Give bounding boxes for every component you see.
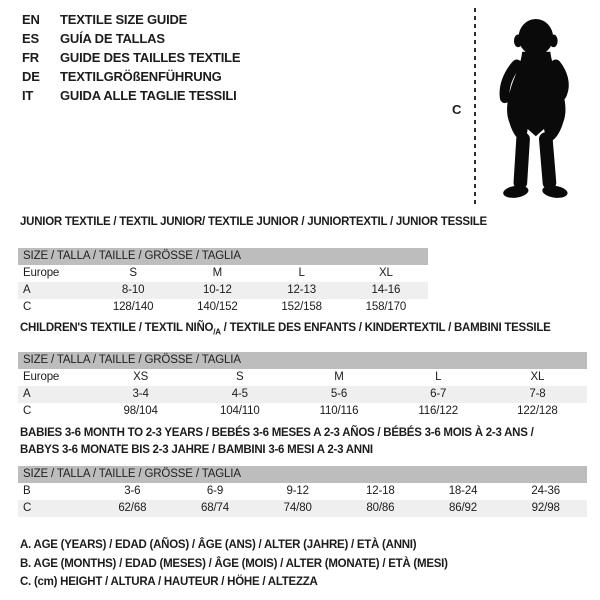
language-title-block — [22, 10, 240, 105]
baby-silhouette-icon — [484, 6, 584, 212]
row-label: A — [23, 388, 31, 400]
row-label: Europe — [23, 371, 60, 383]
row-label: A — [23, 284, 31, 296]
table-cell: 86/92 — [449, 502, 478, 514]
table-cell: 9-12 — [286, 485, 309, 497]
table-cell: 8-10 — [121, 284, 145, 296]
babies-size-table — [18, 466, 587, 517]
table-cell: 4-5 — [231, 388, 248, 400]
table-cell: XS — [133, 371, 149, 383]
children-title-pre: CHILDREN'S TEXTILE / TEXTIL NIÑO — [20, 322, 214, 334]
measurement-legend — [20, 536, 448, 592]
row-label: B — [23, 485, 31, 497]
table-cell: S — [129, 267, 137, 279]
language-row-fr — [22, 48, 240, 67]
junior-section-title: JUNIOR TEXTILE / TEXTIL JUNIOR/ TEXTILE JUNIOR / JUNIORTEXTIL / JUNIOR TESSILE — [20, 216, 487, 228]
table-cell: XL — [530, 371, 545, 383]
table-row — [18, 386, 587, 403]
table-cell: L — [435, 371, 442, 383]
table-row — [18, 483, 587, 500]
table-row — [18, 500, 587, 517]
table-row — [18, 265, 428, 282]
height-dashed-line — [474, 8, 476, 208]
table-row — [18, 282, 428, 299]
language-row-de — [22, 67, 240, 86]
legend-height-cm: C. (cm) HEIGHT / ALTURA / HAUTEUR / HÖHE / ALTEZZA — [20, 576, 318, 588]
legend-age-months: B. AGE (MONTHS) / EDAD (MESES) / ÂGE (MOIS) / ALTER (MONATE) / ETÀ (MESI) — [20, 557, 448, 570]
children-section-title — [20, 322, 551, 336]
children-title-post: / TEXTILE DES ENFANTS / KINDERTEXTIL / BAMBINI TESSILE — [220, 322, 551, 334]
language-code: IT — [22, 88, 34, 103]
table-cell: 104/110 — [219, 405, 260, 417]
table-cell: 6-9 — [206, 485, 224, 497]
size-header-bar: SIZE / TALLA / TAILLE / GRÖSSE / TAGLIA — [18, 352, 587, 369]
guide-title-fr: GUIDE DES TAILLES TEXTILE — [60, 50, 241, 65]
junior-size-table — [18, 248, 428, 316]
table-cell: 98/104 — [123, 405, 158, 417]
table-cell: 80/86 — [366, 502, 395, 514]
table-cell: M — [334, 371, 344, 383]
row-label: C — [23, 301, 32, 313]
table-cell: 10-12 — [203, 284, 232, 296]
table-row — [18, 369, 587, 386]
language-code: DE — [22, 69, 40, 84]
table-cell: 128/140 — [112, 301, 154, 313]
table-cell: 6-7 — [430, 388, 447, 400]
table-cell: 7-8 — [529, 388, 546, 400]
table-cell: 12-18 — [366, 485, 395, 497]
row-label: Europe — [23, 267, 60, 279]
row-label: C — [23, 405, 32, 417]
language-code: ES — [22, 31, 39, 46]
table-cell: 3-6 — [124, 485, 141, 497]
table-cell: 110/116 — [319, 405, 359, 417]
size-header-bar: SIZE / TALLA / TAILLE / GRÖSSE / TAGLIA — [18, 466, 587, 483]
table-cell: S — [236, 371, 244, 383]
table-cell: 140/152 — [197, 301, 238, 313]
table-cell: 158/170 — [365, 301, 407, 313]
table-cell: 5-6 — [330, 388, 348, 400]
table-cell: 12-13 — [287, 284, 316, 296]
table-cell: 116/122 — [418, 405, 459, 417]
legend-age-years: A. AGE (YEARS) / EDAD (AÑOS) / ÂGE (ANS) / ALTER (JAHRE) / ETÀ (ANNI) — [20, 539, 417, 551]
row-label: C — [23, 502, 32, 514]
guide-title-es: GUÍA DE TALLAS — [60, 31, 165, 46]
table-cell: M — [212, 267, 223, 279]
table-cell: 24-36 — [531, 485, 561, 497]
babies-title-line2: BABYS 3-6 MONATE BIS 2-3 JAHRE / BAMBINI 3-6 MESI A 2-3 ANNI — [20, 443, 373, 456]
babies-section-title — [20, 425, 585, 458]
table-cell: 74/80 — [283, 502, 312, 514]
language-code: EN — [22, 12, 40, 27]
language-row-es — [22, 29, 240, 48]
guide-title-it: GUIDA ALLE TAGLIE TESSILI — [60, 88, 237, 103]
children-size-table — [18, 352, 587, 420]
guide-title-en: TEXTILE SIZE GUIDE — [60, 12, 188, 27]
babies-title-line1: BABIES 3-6 MONTH TO 2-3 YEARS / BEBÉS 3-6 MESES A 2-3 AÑOS / BÉBÉS 3-6 MOIS À 2-3 ANS / — [20, 427, 534, 439]
table-cell: 92/98 — [531, 502, 560, 514]
table-cell: 68/74 — [200, 502, 230, 514]
table-cell: 152/158 — [281, 301, 322, 313]
height-figure — [450, 4, 600, 212]
size-header-bar: SIZE / TALLA / TAILLE / GRÖSSE / TAGLIA — [18, 248, 428, 265]
table-cell: XL — [378, 267, 393, 279]
guide-title-de: TEXTILGRÖßENFÜHRUNG — [60, 69, 222, 84]
language-row-en — [22, 10, 240, 29]
table-cell: 122/128 — [517, 405, 558, 417]
table-row — [18, 403, 587, 420]
children-title-subscript: /A — [213, 327, 221, 337]
table-cell: L — [298, 267, 305, 279]
table-cell: 14-16 — [371, 284, 401, 296]
table-row — [18, 299, 428, 316]
table-cell: 3-4 — [132, 388, 149, 400]
language-row-it — [22, 86, 240, 105]
language-code: FR — [22, 50, 39, 65]
table-cell: 18-24 — [448, 485, 478, 497]
table-cell: 62/68 — [118, 502, 147, 514]
height-measure-label: C — [452, 102, 462, 117]
